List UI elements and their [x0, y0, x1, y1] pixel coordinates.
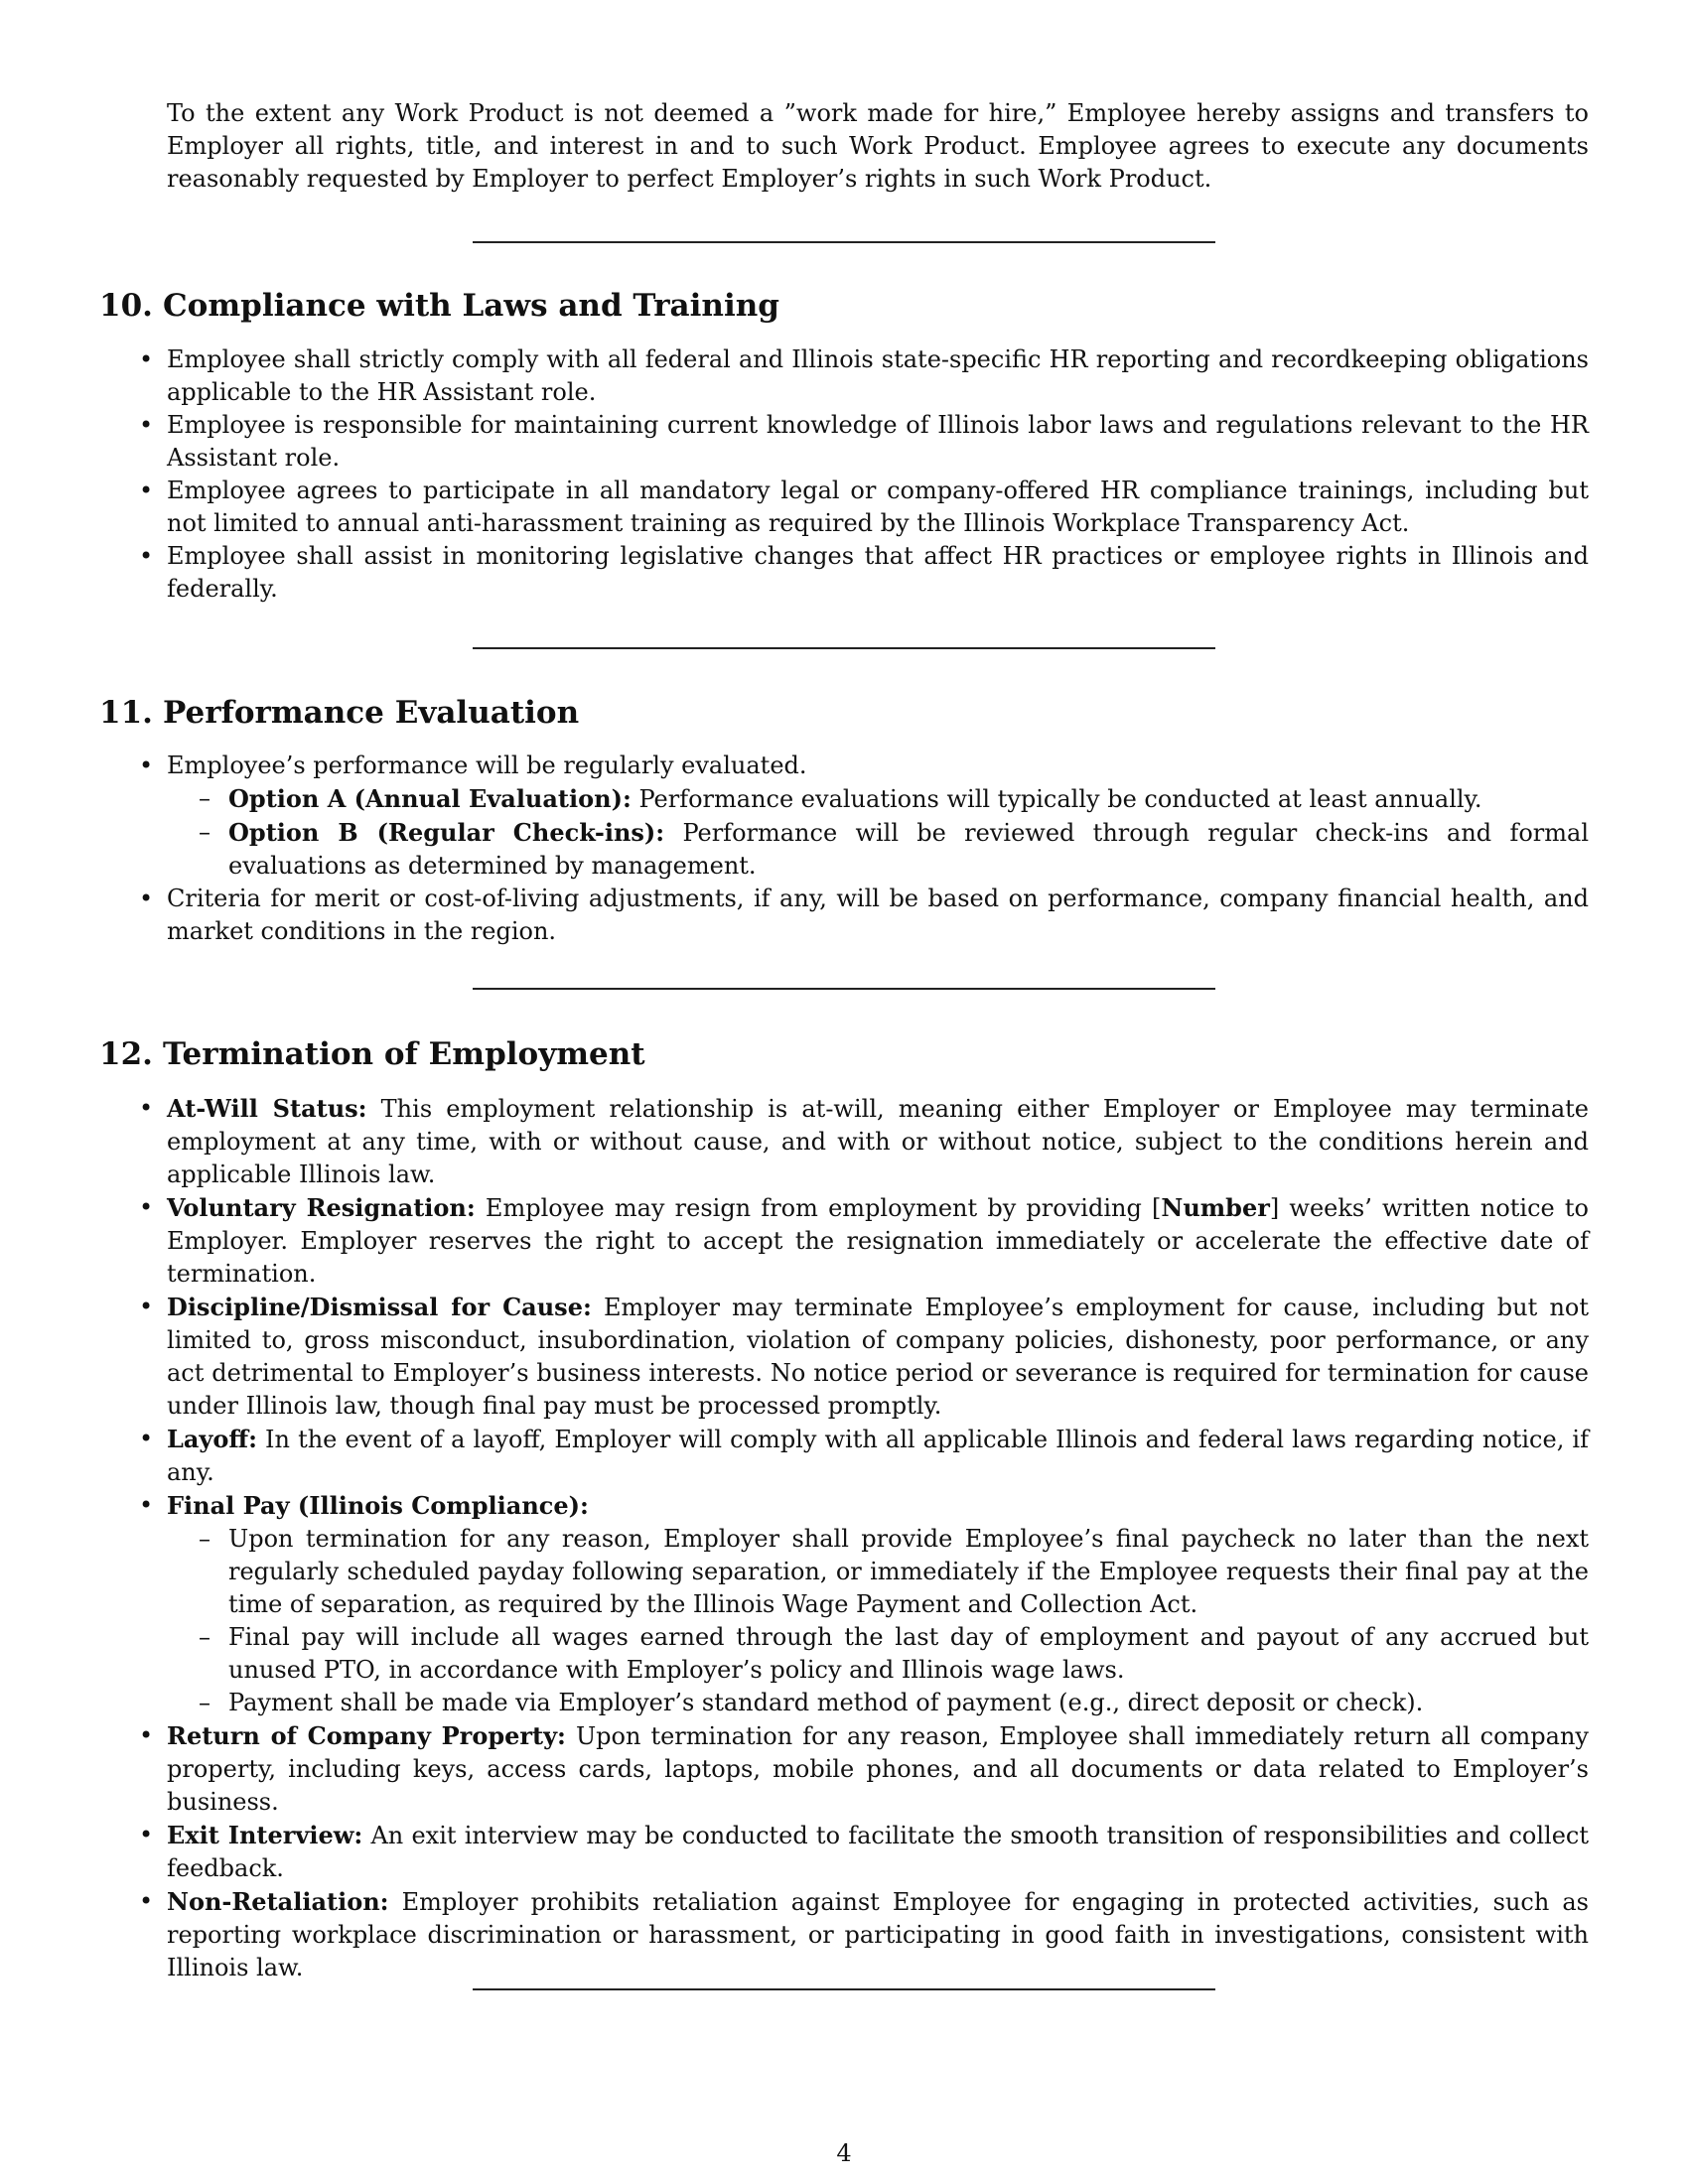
- layoff-text: In the event of a layoff, Employer will comply with all applicable Illinois and federal laws regarding notice, if any.: [167, 1426, 1589, 1486]
- section-10-heading: [99, 286, 779, 326]
- discipline-label: Discipline/Dismissal for Cause:: [167, 1293, 592, 1321]
- option-b-label: Option B (Regular Check-ins):: [228, 818, 665, 847]
- section-11-number: 11.: [99, 695, 153, 731]
- page-number: 4: [836, 2139, 852, 2167]
- section-divider: [473, 1988, 1215, 1990]
- section-11-title: Performance Evaluation: [163, 695, 580, 731]
- final-pay-subitem: – Payment shall be made via Employer’s standard method of payment (e.g., direct deposit or check).: [228, 1687, 1589, 1719]
- option-b-text: Performance will be reviewed through regular check-ins and formal evaluations as determined by management.: [228, 819, 1589, 880]
- discipline-text: Employer may terminate Employee’s employment for cause, including but not limited to, gross misconduct, insubordination, violation of company policies, dishonesty, poor performance, or any act detrimental to Employer’s business interests. No notice period or severance is required for termination for cause under Illinois law, though final pay must be processed promptly.: [167, 1294, 1589, 1420]
- at-will-item: [167, 1092, 1589, 1191]
- exit-interview-text: An exit interview may be conducted to facilitate the smooth transition of responsibilities and collect feedback.: [167, 1822, 1590, 1882]
- section-12-number: 12.: [99, 1036, 153, 1072]
- section-11-heading: [99, 693, 579, 733]
- resignation-number-placeholder: Number: [1161, 1193, 1270, 1222]
- property-text: Upon termination for any reason, Employee shall immediately return all company property, including keys, access cards, laptops, mobile phones, and all documents or data related to Employer’s business.: [167, 1722, 1589, 1816]
- final-pay-list: [167, 1523, 1589, 1719]
- option-b-item: [228, 816, 1589, 883]
- option-a-item: [228, 782, 1589, 816]
- evaluation-options-list: [167, 782, 1589, 883]
- non-retaliation-label: Non-Retaliation:: [167, 1887, 389, 1916]
- non-retaliation-item: [167, 1885, 1589, 1984]
- section-12-list: [167, 1092, 1589, 1984]
- section-10-title: Compliance with Laws and Training: [163, 288, 779, 324]
- exit-interview-label: Exit Interview:: [167, 1821, 363, 1849]
- list-item-text: Employee’s performance will be regularly evaluated.: [167, 751, 807, 779]
- resignation-text-end: ] weeks’ written notice to Employer. Employer reserves the right to accept the resignation immediately or accelerate the effective date of termination.: [167, 1194, 1590, 1288]
- at-will-label: At-Will Status:: [167, 1094, 367, 1123]
- resignation-label: Voluntary Resignation:: [167, 1193, 476, 1222]
- section-12-heading: [99, 1034, 645, 1074]
- section-11-list: [167, 750, 1589, 948]
- property-item: [167, 1719, 1589, 1819]
- final-pay-subitem: – Upon termination for any reason, Employer shall provide Employee’s final paycheck no later than the next regularly scheduled payday following separation, or immediately if the Employee requests their final pay at the time of separation, as required by the Illinois Wage Payment and Collection Act.: [228, 1523, 1589, 1621]
- section-10-number: 10.: [99, 288, 153, 324]
- non-retaliation-text: Employer prohibits retaliation against Employee for engaging in protected activities, such as reporting workplace discrimination or harassment, or participating in good faith in investigations, consistent with Illinois law.: [167, 1888, 1589, 1981]
- final-pay-label: Final Pay (Illinois Compliance):: [167, 1491, 589, 1520]
- option-a-text: Performance evaluations will typically be conducted at least annually.: [638, 785, 1482, 813]
- list-item: • Employee agrees to participate in all mandatory legal or company-offered HR compliance trainings, including but not limited to annual anti-harassment training as required by the Illinois Workplace Transparency Act.: [167, 475, 1589, 540]
- exit-interview-item: [167, 1819, 1589, 1885]
- list-item: • Employee shall strictly comply with all federal and Illinois state-specific HR reporting and recordkeeping obligations applicable to the HR Assistant role.: [167, 343, 1589, 409]
- section-10-list: [167, 343, 1589, 606]
- resignation-text-start: Employee may resign from employment by providing [: [485, 1194, 1162, 1222]
- final-pay-subitem: – Final pay will include all wages earned through the last day of employment and payout of any accrued but unused PTO, in accordance with Employer’s policy and Illinois wage laws.: [228, 1621, 1589, 1687]
- list-item: • Employee shall assist in monitoring legislative changes that affect HR practices or employee rights in Illinois and federally.: [167, 540, 1589, 606]
- property-label: Return of Company Property:: [167, 1721, 566, 1750]
- final-pay-item: [167, 1489, 1589, 1719]
- resignation-item: [167, 1191, 1589, 1291]
- layoff-item: [167, 1423, 1589, 1489]
- list-item: • Employee is responsible for maintaining current knowledge of Illinois labor laws and regulations relevant to the HR Assistant role.: [167, 409, 1589, 475]
- option-a-label: Option A (Annual Evaluation):: [228, 784, 632, 813]
- at-will-text: This employment relationship is at-will, meaning either Employer or Employee may terminate employment at any time, with or without cause, and with or without notice, subject to the conditions herein and applicable Illinois law.: [167, 1095, 1590, 1188]
- list-item: • Criteria for merit or cost-of-living adjustments, if any, will be based on performance, company financial health, and market conditions in the region.: [167, 883, 1589, 948]
- section-12-title: Termination of Employment: [163, 1036, 645, 1072]
- section-divider: [473, 647, 1215, 649]
- layoff-label: Layoff:: [167, 1425, 257, 1453]
- discipline-item: [167, 1291, 1589, 1423]
- section-divider: [473, 241, 1215, 243]
- list-item: [167, 750, 1589, 883]
- intro-paragraph: To the extent any Work Product is not deemed a ”work made for hire,” Employee hereby assigns and transfers to Employer all rights, title, and interest in and to such Work Product. Employee agrees to execute any documents reasonably requested by Employer to perfect Employer’s rights in such Work Product.: [167, 99, 1589, 193]
- section-divider: [473, 988, 1215, 990]
